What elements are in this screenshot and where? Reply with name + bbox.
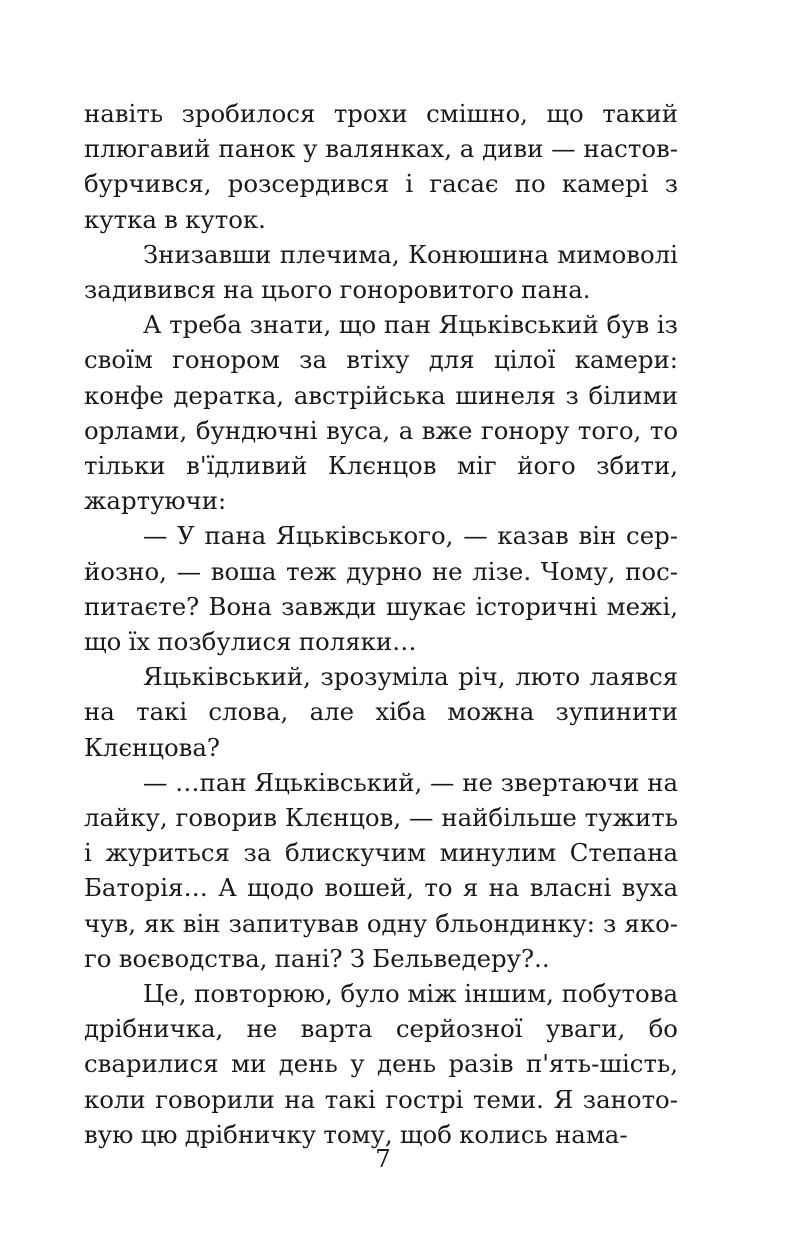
paragraph-6: — …пан Яцьківський, — не звертаючи на лайку, говорив Клєнцов, — найбільше тужить і журиться за блискучим минулим Степана Баторія… А щодо вошей, то я на власні вуха чув, як він запитував одну бльондинку: з якого воєводства, пані? З Бельведеру?.. — [84, 767, 678, 973]
paragraph-1: навіть зробилося трохи смішно, що такий плюгавий панок у валянках, а диви — настовбурчився, розсердився і гасає по камері з кутка в куток. — [84, 99, 678, 234]
body-text — [84, 96, 678, 1152]
page-number: 7 — [375, 1144, 391, 1173]
paragraph-2: Знизавши плечима, Конюшина мимоволі задивився на цього гоноровитого пана. — [84, 239, 678, 305]
paragraph-3: А треба знати, що пан Яцьківський був із своїм гонором за втіху для цілої камери: конфе дератка, австрійська шинеля з білими орлами, бундючні вуса, а вже гонору того, то тільки в'їдливий Клєнцов міг його збити, жартуючи: — [84, 310, 678, 516]
paragraph-4: — У пана Яцьківського, — казав він серйозно, — воша теж дурно не лізе. Чому, поспитаєте? Вона завжди шукає історичні межі, що їх позбулися поляки… — [84, 521, 678, 657]
paragraph-7: Це, повторюю, було між іншим, побутова дрібничка, не варта серйозної уваги, бо сварилися ми день у день разів п'ять-шість, коли говорили на такі гострі теми. Я занотовую цю дрібничку тому, щоб колись нама- — [84, 979, 678, 1149]
paragraph-5: Яцьківський, зрозуміла річ, люто лаявся на такі слова, але хіба можна зупинити Клєнцова? — [84, 662, 678, 762]
